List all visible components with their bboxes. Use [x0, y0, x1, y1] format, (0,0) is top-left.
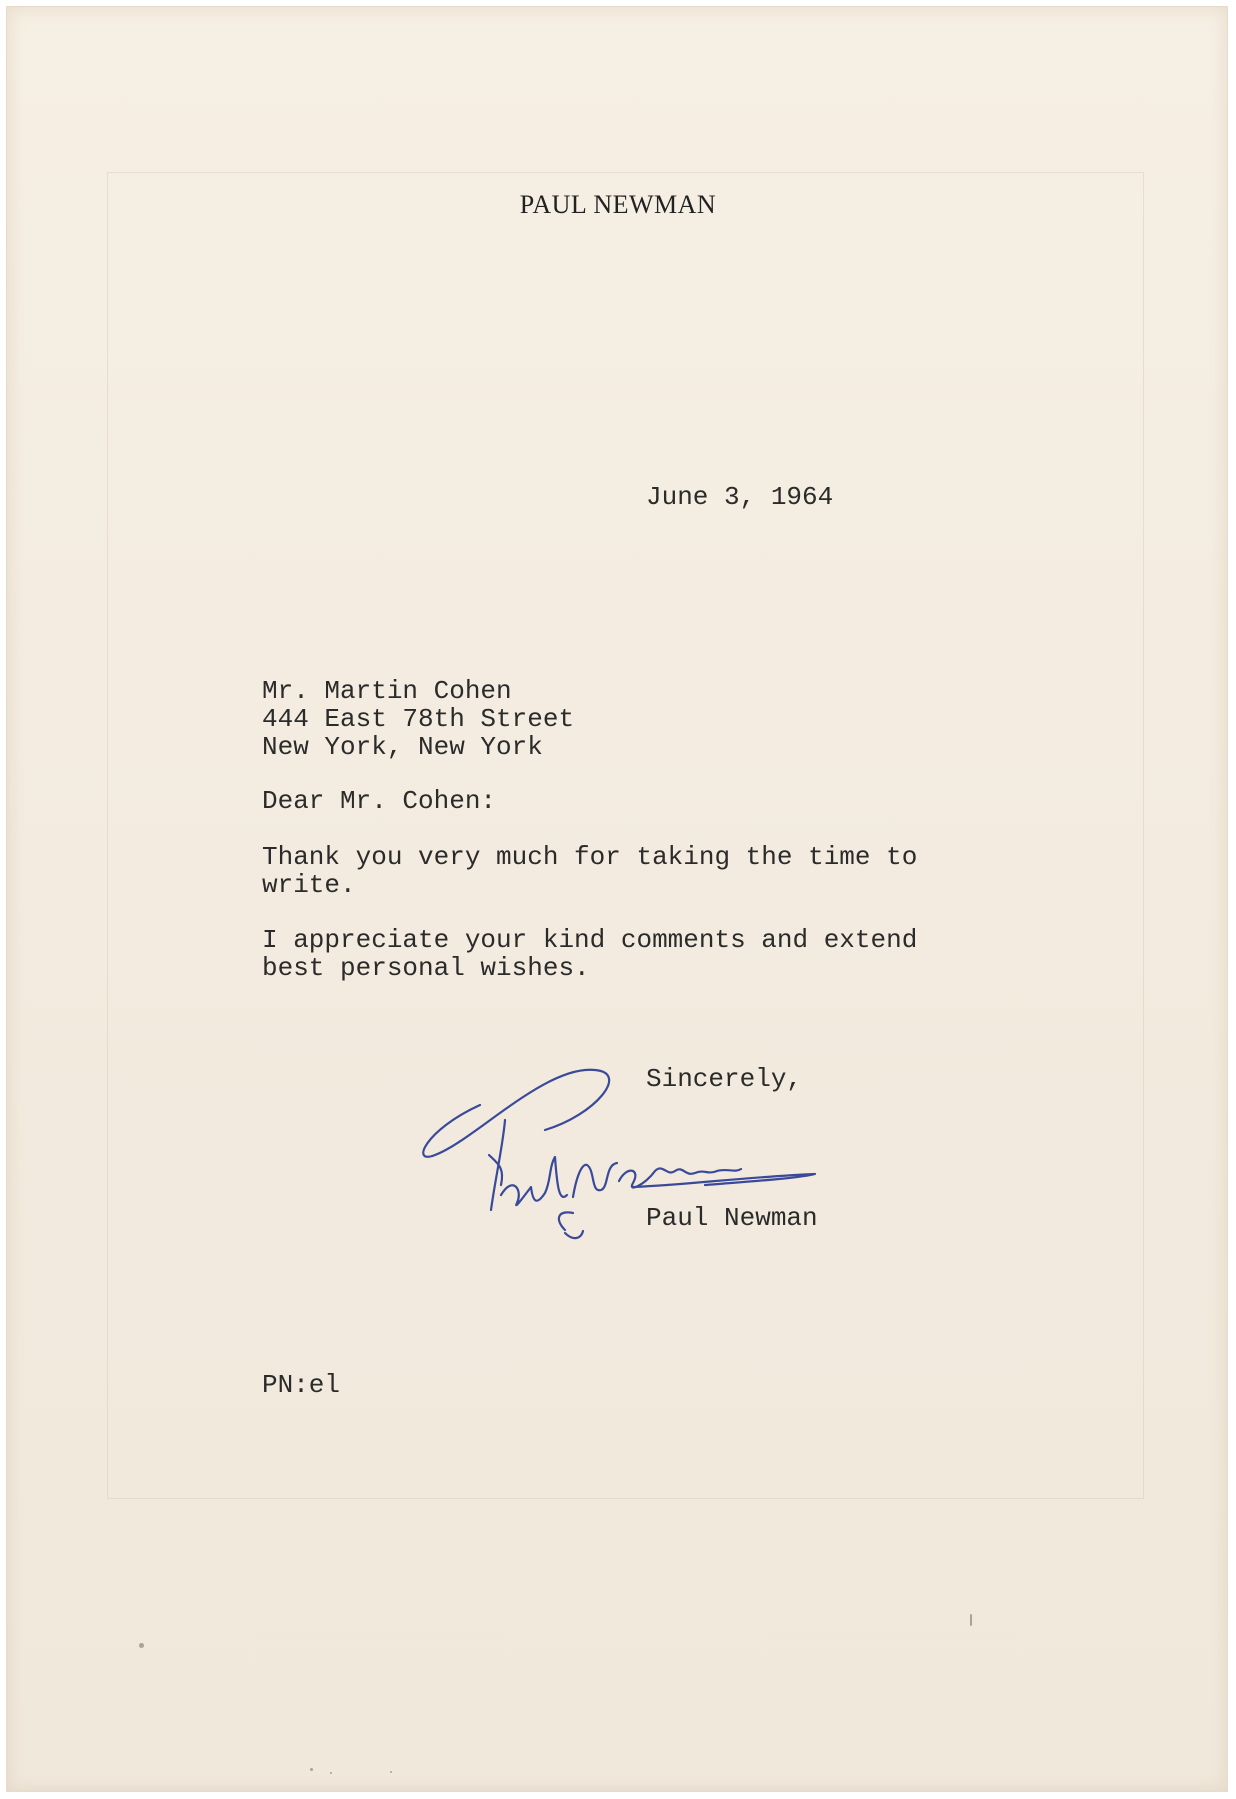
recipient-name: Mr. Martin Cohen: [262, 676, 512, 706]
paper-speck: [970, 1614, 972, 1626]
salutation: Dear Mr. Cohen:: [262, 786, 497, 816]
letter-date: June 3, 1964: [646, 482, 834, 512]
body-line: I appreciate your kind comments and extend: [262, 925, 918, 955]
paper-speck: [139, 1643, 144, 1648]
recipient-city: New York, New York: [262, 732, 543, 762]
typed-signer-name: Paul Newman: [646, 1203, 818, 1233]
paper-embossed-border: [107, 172, 1144, 1499]
letter-paper: [6, 6, 1228, 1792]
body-paragraph-1: [262, 843, 917, 899]
closing: Sincerely,: [646, 1064, 803, 1094]
body-line: write.: [262, 870, 356, 900]
paper-speck: [390, 1771, 392, 1773]
body-paragraph-2: [262, 926, 917, 982]
body-line: best personal wishes.: [262, 953, 590, 983]
paper-speck: [310, 1768, 313, 1771]
reference-initials: PN:el: [262, 1370, 341, 1400]
letterhead: PAUL NEWMAN: [519, 190, 717, 219]
paper-speck: [330, 1772, 332, 1774]
recipient-address: [262, 677, 574, 761]
body-line: Thank you very much for taking the time to: [262, 842, 918, 872]
recipient-street: 444 East 78th Street: [262, 704, 575, 734]
